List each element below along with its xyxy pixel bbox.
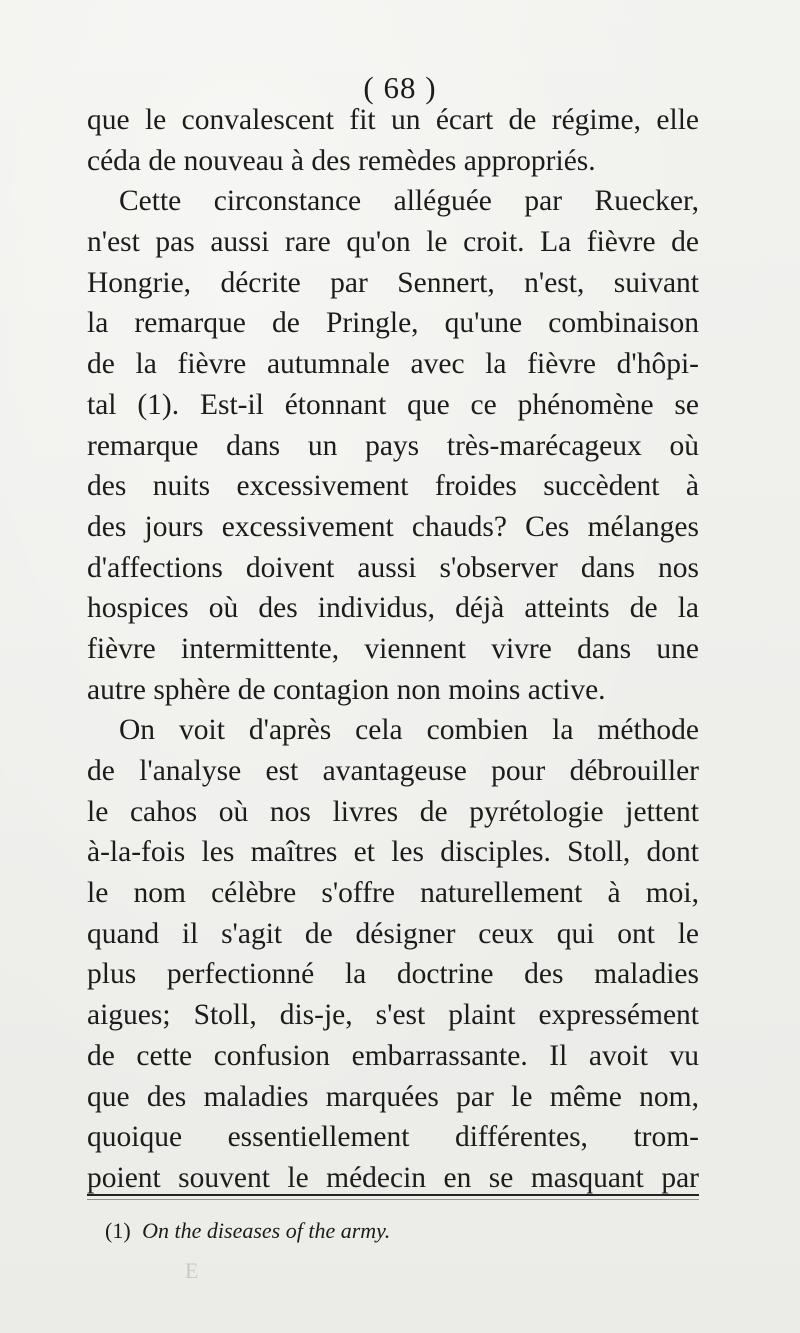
text-line: aigues; Stoll, dis-je, s'est plaint expressément (87, 999, 699, 1032)
text-line: tal (1). Est-il étonnant que ce phénomène se (87, 388, 699, 421)
footnote-text: On the diseases of the army. (142, 1218, 391, 1243)
page-number: ( 68 ) (363, 70, 437, 105)
text-line: de cette confusion embarrassante. Il avoit vu (87, 1039, 699, 1072)
text-line: On voit d'après cela combien la méthode (119, 714, 699, 747)
text-line: le nom célèbre s'offre naturellement à moi, (87, 877, 699, 910)
footnote-marker: (1) (105, 1218, 131, 1243)
footnote-rule-thin (87, 1199, 699, 1200)
text-line: de l'analyse est avantageuse pour débrouiller (87, 755, 699, 787)
text-line: autre sphère de contagion non moins active. (87, 673, 606, 706)
text-line: fièvre intermittente, viennent vivre dans une (87, 632, 699, 665)
text-line: céda de nouveau à des remèdes appropriés. (87, 144, 596, 177)
text-line: des jours excessivement chauds? Ces mélanges (87, 510, 699, 543)
text-line: que le convalescent fit un écart de régime, elle (87, 104, 699, 136)
text-line: Hongrie, décrite par Sennert, n'est, suivant (87, 266, 699, 299)
body-text (87, 100, 699, 1199)
text-line: d'affections doivent aussi s'observer dans nos (87, 551, 699, 584)
text-line: des nuits excessivement froides succèdent à (87, 470, 699, 503)
footnote (105, 1218, 390, 1244)
text-line: quand il s'agit de désigner ceux qui ont le (87, 917, 699, 950)
text-line: quoique essentiellement différentes, trom- (87, 1121, 699, 1154)
text-line: hospices où des individus, déjà atteints de la (87, 592, 699, 625)
text-line: remarque dans un pays très-marécageux où (87, 429, 699, 462)
text-line: de la fièvre autumnale avec la fièvre d'hôpi- (87, 348, 699, 381)
footnote-rule (87, 1194, 699, 1196)
text-line: la remarque de Pringle, qu'une combinaison (87, 307, 699, 340)
text-line: Cette circonstance alléguée par Ruecker, (119, 185, 699, 218)
text-line: n'est pas aussi rare qu'on le croit. La fièvre de (87, 226, 699, 259)
text-line: à-la-fois les maîtres et les disciples. Stoll, dont (87, 836, 699, 869)
text-line: plus perfectionné la doctrine des maladies (87, 958, 699, 991)
text-line: que des maladies marquées par le même nom, (87, 1080, 699, 1113)
text-line: le cahos où nos livres de pyrétologie jettent (87, 795, 699, 828)
signature-mark: E (185, 1258, 211, 1283)
text-line: poient souvent le médecin en se masquant par (87, 1161, 699, 1194)
